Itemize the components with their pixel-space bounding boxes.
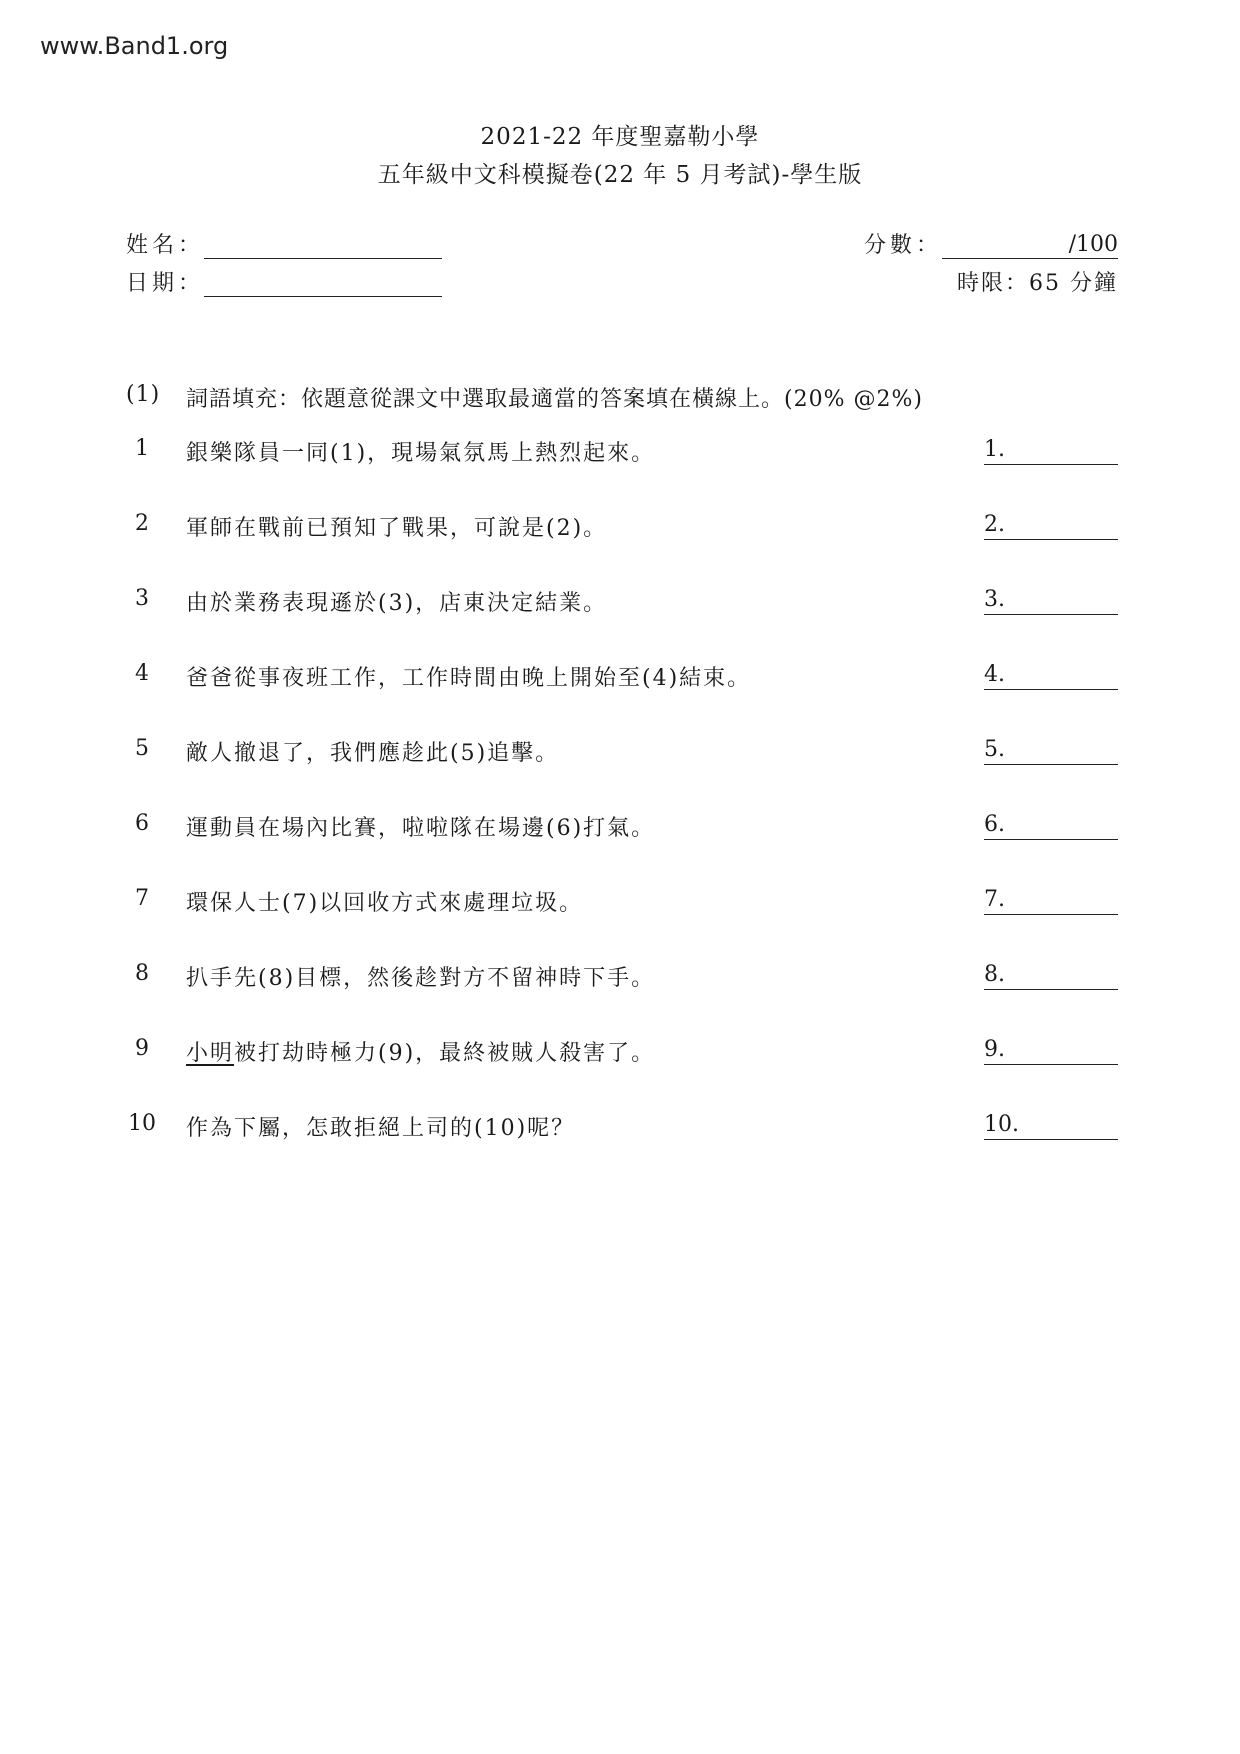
- answer-blank[interactable]: 8.: [984, 961, 1118, 990]
- answer-blank[interactable]: 10.: [984, 1111, 1118, 1140]
- question-text-rest: 被打劫時極力(9)，最終被賊人殺害了。: [234, 1041, 656, 1066]
- score-label: 分數：: [863, 233, 942, 258]
- question-number: 7: [135, 886, 149, 911]
- question-number: 6: [135, 811, 149, 836]
- paper-subtitle: 五年級中文科模擬卷(22 年 5 月考試)-學生版: [377, 162, 863, 188]
- question-text: 作為下屬，怎敢拒絕上司的(10)呢？: [186, 1116, 576, 1141]
- question-number: 8: [135, 961, 149, 986]
- answer-blank[interactable]: 9.: [984, 1036, 1118, 1065]
- section-heading: [126, 382, 923, 413]
- question-row: [126, 736, 1118, 770]
- time-limit: 時限：65 分鐘: [957, 271, 1118, 296]
- question-number: 10: [128, 1111, 156, 1136]
- question-text: 運動員在場內比賽，啦啦隊在場邊(6)打氣。: [186, 816, 656, 841]
- question-text: 扒手先(8)目標，然後趁對方不留神時下手。: [186, 966, 656, 991]
- section-number: (1): [126, 382, 161, 407]
- answer-blank[interactable]: 1.: [984, 436, 1118, 465]
- question-number: 1: [135, 436, 149, 461]
- question-row: [126, 661, 1118, 695]
- question-row: [126, 811, 1118, 845]
- date-label: 日期：: [126, 271, 205, 296]
- date-blank[interactable]: [204, 270, 442, 297]
- question-row: [126, 511, 1118, 545]
- question-row: [126, 586, 1118, 620]
- answer-blank[interactable]: 5.: [984, 736, 1118, 765]
- question-number: 5: [135, 736, 149, 761]
- name-blank[interactable]: [204, 232, 442, 259]
- name-field: [126, 228, 442, 259]
- question-text: 敵人撤退了，我們應趁此(5)追擊。: [186, 741, 560, 766]
- question-number: 9: [135, 1036, 149, 1061]
- question-text: 軍師在戰前已預知了戰果，可說是(2)。: [186, 516, 608, 541]
- answer-blank[interactable]: 7.: [984, 886, 1118, 915]
- date-field: [126, 266, 442, 297]
- question-text: 爸爸從事夜班工作，工作時間由晚上開始至(4)結束。: [186, 666, 752, 691]
- question-row: [126, 886, 1118, 920]
- name-label: 姓名：: [126, 233, 205, 258]
- question-row: [126, 1036, 1118, 1070]
- paper-title: 2021-22 年度聖嘉勒小學: [480, 124, 760, 150]
- question-row: [126, 961, 1118, 995]
- answer-blank[interactable]: 2.: [984, 511, 1118, 540]
- question-row: [126, 1111, 1118, 1145]
- watermark-url: www.Band1.org: [40, 32, 229, 60]
- score-blank[interactable]: /100: [942, 232, 1118, 259]
- question-text: 銀樂隊員一同(1)，現場氣氛馬上熱烈起來。: [186, 441, 656, 466]
- question-text: 環保人士(7)以回收方式來處理垃圾。: [186, 891, 584, 916]
- question-text: [186, 1036, 655, 1067]
- answer-blank[interactable]: 3.: [984, 586, 1118, 615]
- answer-blank[interactable]: 4.: [984, 661, 1118, 690]
- question-row: [126, 436, 1118, 470]
- section-instruction: 詞語填充：依題意從課文中選取最適當的答案填在橫線上。(20% @2%): [186, 387, 923, 412]
- question-text: 由於業務表現遜於(3)，店東決定結業。: [186, 591, 608, 616]
- proper-name: 小明: [186, 1041, 235, 1066]
- question-number: 2: [135, 511, 149, 536]
- question-number: 3: [135, 586, 149, 611]
- question-number: 4: [135, 661, 149, 686]
- answer-blank[interactable]: 6.: [984, 811, 1118, 840]
- score-field: [864, 228, 1118, 259]
